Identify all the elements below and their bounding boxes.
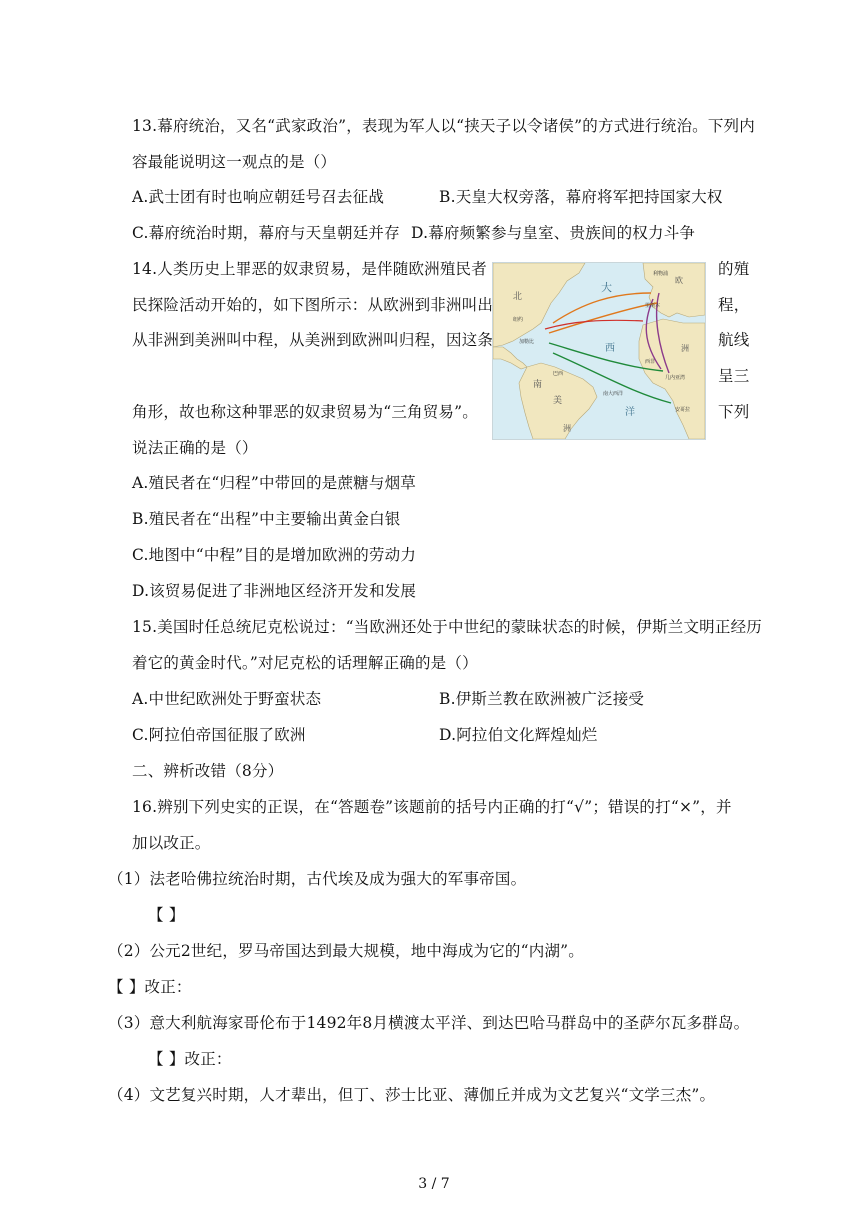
q13-option-a: A.武士团有时也响应朝廷号召去征战	[132, 188, 385, 206]
section2-heading: 二、辨析改错（8分）	[132, 762, 284, 780]
q14-line2-right: 程，	[718, 296, 750, 314]
map-label-small1: 纽约	[513, 317, 524, 323]
q13-stem-line2: 容最能说明这一观点的是（）	[132, 153, 337, 171]
map-label-ocean2: 西	[605, 343, 615, 354]
map-label-south3: 洲	[563, 424, 571, 433]
q16-stem-line1: 16.辨别下列史实的正误，在“答题卷”该题前的括号内正确的打“√”；错误的打“×”，并	[132, 798, 732, 816]
q14-option-a: A.殖民者在“归程”中带回的是蔗糖与烟草	[132, 474, 416, 492]
q14-line2-left: 民探险活动开始的，如下图所示：从欧洲到非洲叫出	[132, 296, 494, 314]
q13-option-d: D.幕府频繁参与皇室、贵族间的权力斗争	[411, 224, 696, 242]
q13-option-b: B.天皇大权旁落，幕府将军把持国家大权	[439, 188, 723, 206]
map-label-north-america: 北	[513, 292, 523, 302]
map-label-europe: 欧	[675, 276, 683, 285]
q14-line5-left: 角形，故也称这种罪恶的奴隶贸易为“三角贸易”。	[132, 403, 478, 421]
triangle-trade-map	[492, 262, 706, 440]
q16-bracket1: 【 】	[148, 906, 185, 924]
map-label-africa: 洲	[681, 344, 689, 353]
q16-item3: （3）意大利航海家哥伦布于1492年8月横渡太平洋、到达巴哈马群岛中的圣萨尔瓦多群岛。	[108, 1014, 750, 1032]
q16-item2: （2）公元2世纪，罗马帝国达到最大规模，地中海成为它的“内湖”。	[108, 942, 584, 960]
q13-stem-line1: 13.幕府统治，又名“武家政治”，表现为军人以“挟天子以令诸侯”的方式进行统治。下列内	[132, 117, 755, 135]
page-number: 3 / 7	[418, 1176, 450, 1192]
map-label-south1: 南	[533, 380, 543, 390]
map-label-small3: 里斯本	[645, 303, 661, 309]
map-label-ocean3: 洋	[625, 407, 635, 418]
q14-option-b: B.殖民者在“出程”中主要输出黄金白银	[132, 510, 401, 528]
q15-option-c: C.阿拉伯帝国征服了欧洲	[132, 726, 306, 744]
q16-bracket2: 【 】改正：	[108, 978, 192, 996]
q15-option-d: D.阿拉伯文化辉煌灿烂	[439, 726, 598, 744]
map-label-small6: 西非	[645, 359, 656, 365]
q14-line6: 说法正确的是（）	[132, 439, 258, 457]
map-label-small8: 安哥拉	[675, 407, 691, 413]
q14-option-c: C.地图中“中程”目的是增加欧洲的劳动力	[132, 546, 417, 564]
q14-line5-right: 下列	[718, 403, 750, 421]
map-label-small7: 几内亚湾	[665, 375, 686, 381]
map-label-small5: 巴西	[553, 371, 564, 377]
map-label-small9: 南大西洋	[603, 391, 624, 397]
map-label-small4: 加勒比	[519, 339, 535, 345]
q14-line3-right: 航线	[718, 331, 750, 349]
q15-option-b: B.伊斯兰教在欧洲被广泛接受	[439, 690, 645, 708]
map-label-south2: 美	[553, 396, 563, 406]
q13-option-c: C.幕府统治时期，幕府与天皇朝廷并存	[132, 224, 400, 242]
q16-item1: （1）法老哈佛拉统治时期，古代埃及成为强大的军事帝国。	[108, 870, 527, 888]
q16-bracket3: 【 】改正：	[148, 1050, 232, 1068]
q14-line4-right: 呈三	[718, 367, 750, 385]
q14-line3-left: 从非洲到美洲叫中程，从美洲到欧洲叫归程，因这条	[132, 331, 494, 349]
q15-stem-line2: 着它的黄金时代。”对尼克松的话理解正确的是（）	[132, 654, 478, 672]
q14-line1-left: 14.人类历史上罪恶的奴隶贸易，是伴随欧洲殖民者	[132, 260, 487, 278]
q16-item4: （4）文艺复兴时期，人才辈出，但丁、莎士比亚、薄伽丘并成为文艺复兴“文学三杰”。	[108, 1086, 716, 1104]
q14-line1-right: 的殖	[718, 260, 750, 278]
q15-stem-line1: 15.美国时任总统尼克松说过：“当欧洲还处于中世纪的蒙昧状态的时候，伊斯兰文明正经历	[132, 618, 762, 636]
q16-stem-line2: 加以改正。	[132, 834, 211, 852]
q14-option-d: D.该贸易促进了非洲地区经济开发和发展	[132, 582, 417, 600]
map-label-ocean1: 大	[601, 281, 612, 294]
q15-option-a: A.中世纪欧洲处于野蛮状态	[132, 690, 322, 708]
map-label-small2: 利物浦	[653, 271, 669, 277]
